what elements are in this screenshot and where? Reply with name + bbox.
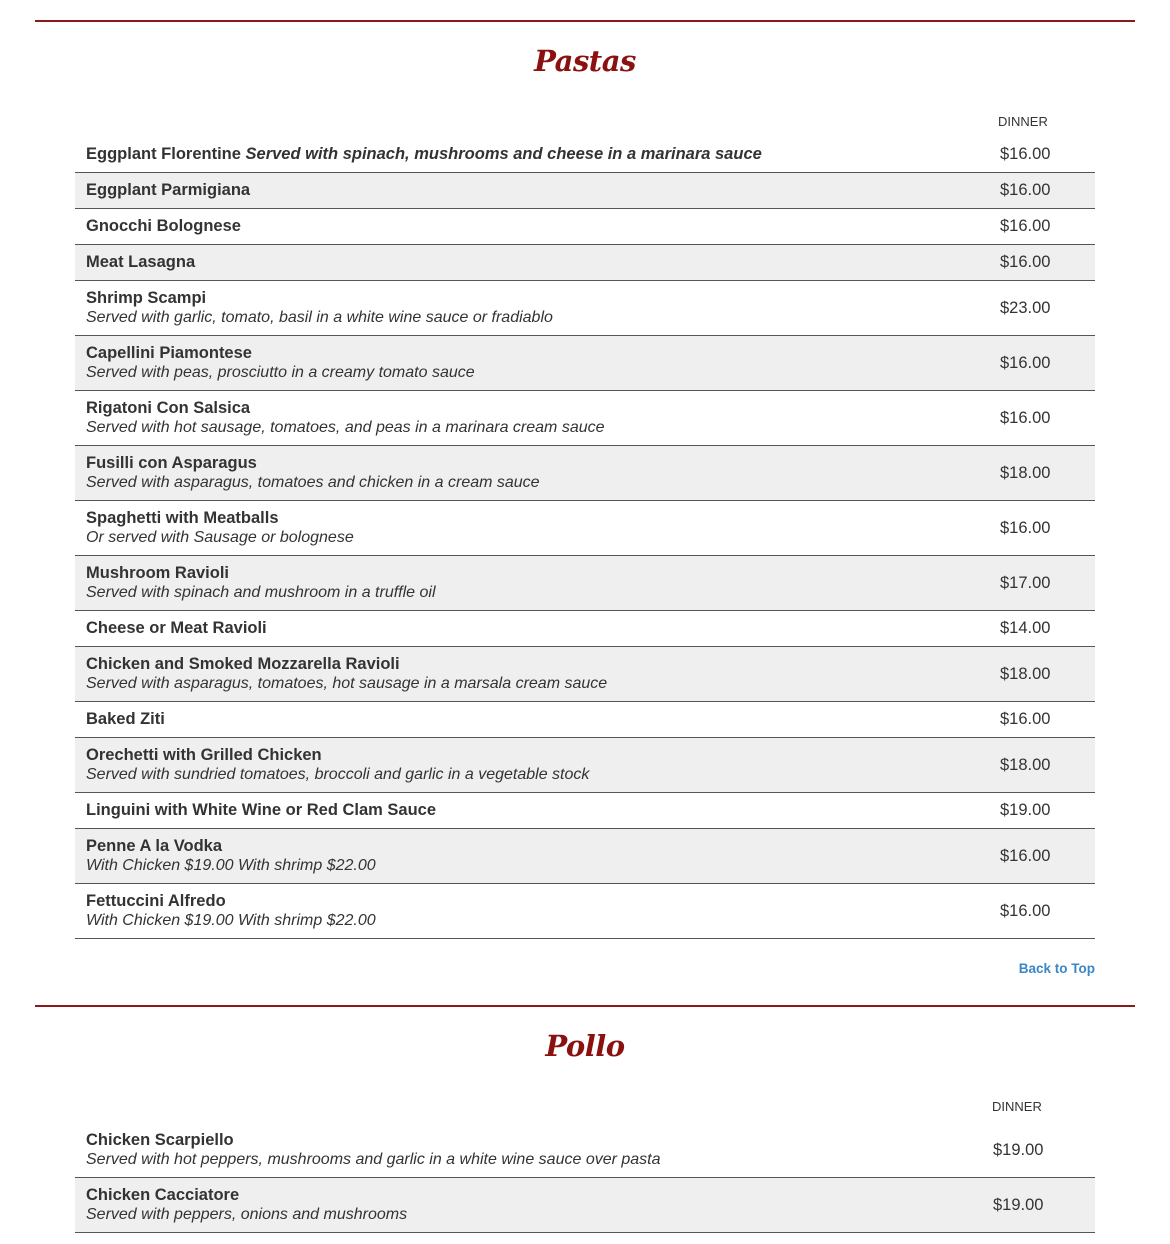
item-name: Penne A la Vodka: [86, 837, 223, 855]
pastas-menu-list: [75, 137, 1095, 939]
item-name: Gnocchi Bolognese: [86, 217, 241, 235]
menu-item: [75, 702, 1095, 738]
item-name: Baked Ziti: [86, 710, 165, 728]
item-price: $19.00: [1000, 801, 1051, 819]
menu-item: [75, 209, 1095, 245]
pastas-column-header: DINNER: [998, 114, 1048, 129]
item-price: $16.00: [1000, 217, 1051, 235]
item-name: Cheese or Meat Ravioli: [86, 619, 267, 637]
item-name: Chicken Scarpiello: [86, 1131, 234, 1149]
section-title-pollo: Pollo: [545, 1029, 625, 1063]
item-price: $16.00: [1000, 847, 1051, 865]
item-name: Shrimp Scampi: [86, 289, 207, 307]
menu-item: [75, 173, 1095, 209]
item-price: $23.00: [1000, 299, 1051, 317]
item-name: Fusilli con Asparagus: [86, 454, 257, 472]
item-name: Eggplant Parmigiana: [86, 181, 251, 199]
item-description: Or served with Sausage or bolognese: [86, 529, 354, 546]
item-price: $18.00: [1000, 665, 1051, 683]
item-name: Chicken Cacciatore: [86, 1186, 240, 1204]
pollo-menu-list: [75, 1123, 1095, 1233]
item-name: Linguini with White Wine or Red Clam Sauce: [86, 801, 437, 819]
item-price: $19.00: [993, 1196, 1044, 1214]
menu-item: [75, 884, 1095, 939]
menu-item: [75, 245, 1095, 281]
item-price: $16.00: [1000, 253, 1051, 271]
pollo-column-header: DINNER: [992, 1099, 1042, 1114]
item-description: Served with hot peppers, mushrooms and garlic in a white wine sauce over pasta: [86, 1151, 661, 1168]
item-description: Served with sundried tomatoes, broccoli and garlic in a vegetable stock: [86, 766, 590, 783]
item-description: With Chicken $19.00 With shrimp $22.00: [86, 857, 376, 874]
item-name: Eggplant Florentine: [86, 145, 241, 163]
item-name: Orechetti with Grilled Chicken: [86, 746, 322, 764]
item-inline-description: Served with spinach, mushrooms and cheese in a marinara sauce: [245, 145, 762, 163]
menu-item: [75, 738, 1095, 793]
item-price: $17.00: [1000, 574, 1051, 592]
menu-item: [75, 446, 1095, 501]
item-description: Served with garlic, tomato, basil in a white wine sauce or fradiablo: [86, 309, 553, 326]
item-price: $16.00: [1000, 519, 1051, 537]
item-description: Served with peas, prosciutto in a creamy tomato sauce: [86, 364, 475, 381]
item-description: Served with peppers, onions and mushrooms: [86, 1206, 408, 1223]
menu-item: [75, 793, 1095, 829]
menu-item: [75, 1178, 1095, 1233]
item-description: Served with asparagus, tomatoes, hot sausage in a marsala cream sauce: [86, 675, 608, 692]
item-price: $14.00: [1000, 619, 1051, 637]
menu-item: [75, 281, 1095, 336]
item-price: $16.00: [1000, 902, 1051, 920]
section-divider-top: [35, 20, 1135, 22]
item-name: Fettuccini Alfredo: [86, 892, 226, 910]
item-name: Mushroom Ravioli: [86, 564, 230, 582]
item-name: Spaghetti with Meatballs: [86, 509, 279, 527]
item-name: Meat Lasagna: [86, 253, 196, 271]
menu-item: [75, 501, 1095, 556]
item-description: Served with hot sausage, tomatoes, and peas in a marinara cream sauce: [86, 419, 605, 436]
item-name: Capellini Piamontese: [86, 344, 252, 362]
menu-item: [75, 556, 1095, 611]
menu-item: [75, 391, 1095, 446]
item-price: $16.00: [1000, 181, 1051, 199]
item-price: $18.00: [1000, 756, 1051, 774]
item-price: $16.00: [1000, 710, 1051, 728]
item-description: Served with spinach and mushroom in a truffle oil: [86, 584, 436, 601]
menu-item: [75, 137, 1095, 173]
item-description: Served with asparagus, tomatoes and chicken in a cream sauce: [86, 474, 540, 491]
section-divider-pollo: [35, 1005, 1135, 1007]
item-description: With Chicken $19.00 With shrimp $22.00: [86, 912, 376, 929]
item-price: $16.00: [1000, 354, 1051, 372]
menu-item: [75, 336, 1095, 391]
menu-item: [75, 829, 1095, 884]
item-price: $16.00: [1000, 145, 1051, 163]
item-price: $18.00: [1000, 464, 1051, 482]
menu-item: [75, 1123, 1095, 1178]
menu-item: [75, 611, 1095, 647]
section-title-pastas: Pastas: [534, 44, 636, 78]
item-name: Rigatoni Con Salsica: [86, 399, 251, 417]
item-name: Chicken and Smoked Mozzarella Ravioli: [86, 655, 400, 673]
item-price: $19.00: [993, 1141, 1044, 1159]
back-to-top-link[interactable]: Back to Top: [1018, 961, 1095, 976]
menu-item: [75, 647, 1095, 702]
item-price: $16.00: [1000, 409, 1051, 427]
